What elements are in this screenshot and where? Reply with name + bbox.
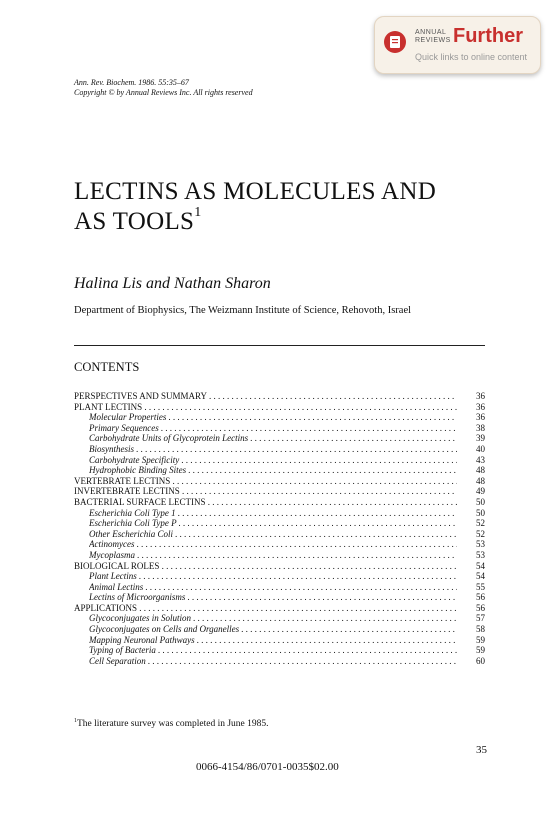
- toc-entry-page: 36: [476, 401, 485, 412]
- toc-row: [74, 508, 485, 519]
- toc-row: [74, 635, 485, 646]
- toc-entry-label: Glycoconjugates in Solution . . .: [89, 613, 457, 624]
- toc-row: [74, 645, 485, 656]
- toc-entry-page: 48: [476, 465, 485, 476]
- toc-entry-page: 50: [476, 507, 485, 518]
- toc-row: [74, 465, 485, 476]
- article-title-line-1: LECTINS AS MOLECULES AND: [74, 178, 437, 205]
- toc-entry-label: Actinomyces . . .: [89, 539, 457, 550]
- further-badge[interactable]: [374, 16, 541, 74]
- toc-entry-label: Cell Separation . . .: [89, 656, 457, 667]
- toc-entry-label: Lectins of Microorganisms . . .: [89, 592, 457, 603]
- toc-row: [74, 518, 485, 529]
- toc-entry-label: Other Escherichia Coli . . .: [89, 529, 457, 540]
- article-code: 0066-4154/86/0701-0035$02.00: [196, 761, 339, 773]
- badge-reviews-text: REVIEWS: [415, 37, 451, 44]
- toc-entry-page: 54: [476, 571, 485, 582]
- toc-entry-page: 57: [476, 613, 485, 624]
- section-divider: [74, 345, 485, 346]
- toc-row: [74, 391, 485, 402]
- toc-row: [74, 656, 485, 667]
- toc-row: [74, 539, 485, 550]
- footnote-text: The literature survey was completed in June 1985.: [77, 719, 269, 730]
- annual-reviews-logo-icon: [384, 31, 406, 53]
- toc-entry-page: 49: [476, 486, 485, 497]
- toc-row: [74, 412, 485, 423]
- toc-row: [74, 603, 485, 614]
- toc-row: [74, 571, 485, 582]
- toc-row: [74, 486, 485, 497]
- toc-entry-page: 56: [476, 602, 485, 613]
- article-title-line-2: [74, 205, 202, 236]
- toc-row: [74, 613, 485, 624]
- toc-row: [74, 592, 485, 603]
- toc-row: [74, 582, 485, 593]
- toc-entry-label: Molecular Properties . . .: [89, 412, 457, 423]
- toc-entry-page: 50: [476, 496, 485, 507]
- article-title-text: AS TOOLS: [74, 208, 195, 235]
- toc-entry-page: 38: [476, 422, 485, 433]
- toc-row: [74, 624, 485, 635]
- contents-heading: CONTENTS: [74, 360, 140, 374]
- toc-entry-label: PLANT LECTINS . . .: [74, 402, 457, 413]
- toc-entry-page: 55: [476, 581, 485, 592]
- toc-entry-page: 36: [476, 412, 485, 423]
- title-footnote-mark: 1: [194, 205, 202, 220]
- badge-quick-links-text: Quick links to online content: [415, 52, 528, 62]
- toc-entry-label: Plant Lectins . . .: [89, 571, 457, 582]
- toc-entry-label: PERSPECTIVES AND SUMMARY . . .: [74, 391, 457, 402]
- toc-entry-page: 52: [476, 528, 485, 539]
- toc-entry-page: 59: [476, 645, 485, 656]
- toc-row: [74, 497, 485, 508]
- toc-entry-page: 39: [476, 433, 485, 444]
- toc-entry-label: VERTEBRATE LECTINS . . .: [74, 476, 457, 487]
- toc-entry-page: 53: [476, 539, 485, 550]
- toc-row: [74, 402, 485, 413]
- toc-entry-page: 36: [476, 391, 485, 401]
- toc-entry-label: Typing of Bacteria . . .: [89, 645, 457, 656]
- toc-entry-label: Carbohydrate Specificity . . .: [89, 455, 457, 466]
- toc-row: [74, 455, 485, 466]
- toc-entry-label: Glycoconjugates on Cells and Organelles . . .: [89, 624, 457, 635]
- journal-citation: Ann. Rev. Biochem. 1986. 55:35–67: [74, 78, 189, 87]
- toc-row: [74, 476, 485, 487]
- toc-entry-page: 54: [476, 560, 485, 571]
- toc-entry-label: Animal Lectins . . .: [89, 582, 457, 593]
- authors: Halina Lis and Nathan Sharon: [74, 275, 271, 292]
- toc-entry-page: 53: [476, 549, 485, 560]
- toc-entry-label: Escherichia Coli Type 1 . . .: [89, 508, 457, 519]
- affiliation: Department of Biophysics, The Weizmann Institute of Science, Rehovoth, Israel: [74, 305, 412, 316]
- toc-row: [74, 423, 485, 434]
- footnote-mark: 1: [74, 718, 77, 724]
- toc-entry-label: BACTERIAL SURFACE LECTINS . . .: [74, 497, 457, 508]
- toc-row: [74, 444, 485, 455]
- toc-row: [74, 550, 485, 561]
- toc-entry-label: Escherichia Coli Type P . . .: [89, 518, 457, 529]
- toc-entry-label: Hydrophobic Binding Sites . . .: [89, 465, 457, 476]
- badge-annual-text: ANNUAL: [415, 29, 447, 36]
- toc-entry-label: Biosynthesis . . .: [89, 444, 457, 455]
- toc-entry-label: Carbohydrate Units of Glycoprotein Lectins . . .: [89, 433, 457, 444]
- table-of-contents: [74, 391, 485, 666]
- toc-entry-page: 43: [476, 454, 485, 465]
- toc-entry-page: 56: [476, 592, 485, 603]
- toc-entry-page: 59: [476, 634, 485, 645]
- toc-entry-page: 48: [476, 475, 485, 486]
- toc-entry-page: 58: [476, 624, 485, 635]
- toc-entry-label: Mapping Neuronal Pathways . . .: [89, 635, 457, 646]
- toc-entry-page: 52: [476, 518, 485, 529]
- toc-entry-label: Primary Sequences . . .: [89, 423, 457, 434]
- toc-entry-page: 60: [476, 655, 485, 666]
- toc-entry-label: BIOLOGICAL ROLES . . .: [74, 561, 457, 572]
- badge-further-text: Further: [453, 25, 523, 47]
- copyright-notice: Copyright © by Annual Reviews Inc. All rights reserved: [74, 88, 253, 97]
- footnote: [74, 718, 269, 729]
- toc-entry-label: APPLICATIONS . . .: [74, 603, 457, 614]
- toc-entry-page: 40: [476, 443, 485, 454]
- toc-row: [74, 529, 485, 540]
- toc-entry-label: INVERTEBRATE LECTINS . . .: [74, 486, 457, 497]
- toc-row: [74, 433, 485, 444]
- toc-row: [74, 561, 485, 572]
- page-number: 35: [476, 744, 487, 756]
- toc-entry-label: Mycoplasma . . .: [89, 550, 457, 561]
